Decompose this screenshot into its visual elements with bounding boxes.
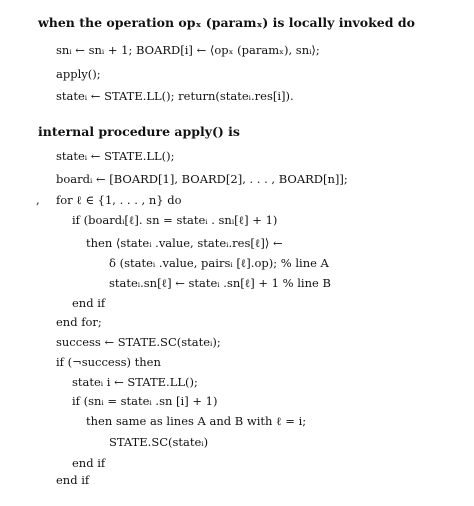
code-line: then same as lines A and B with ℓ = i; — [86, 414, 307, 428]
code-line: boardᵢ ← [BOARD[1], BOARD[2], . . . , BOARD[n]]; — [56, 172, 348, 186]
code-line: success ← STATE.SC(stateᵢ); — [56, 335, 221, 349]
code-line: if (¬success) then — [56, 355, 161, 369]
procedure-header: internal procedure apply() is — [38, 124, 240, 139]
code-line: stateᵢ ← STATE.LL(); return(stateᵢ.res[i]). — [56, 89, 294, 103]
code-line: if (boardᵢ[ℓ]. sn = stateᵢ . snᵢ[ℓ] + 1) — [72, 213, 278, 227]
code-line: then ⟨stateᵢ .value, stateᵢ.res[ℓ]⟩ ← — [86, 236, 283, 250]
operation-header: when the operation opₓ (paramₓ) is locally invoked do — [38, 15, 415, 30]
code-line: for ℓ ∈ {1, . . . , n} do — [56, 193, 182, 207]
code-line: end for; — [56, 315, 102, 329]
code-line: stateᵢ ← STATE.LL(); — [56, 149, 175, 163]
code-line: stateᵢ i ← STATE.LL(); — [72, 375, 198, 389]
code-line: end if — [72, 296, 106, 310]
code-line: STATE.SC(stateᵢ) — [109, 435, 209, 449]
code-line: end if — [72, 456, 106, 470]
code-line: if (snᵢ = stateᵢ .sn [i] + 1) — [72, 394, 218, 408]
code-line: δ (stateᵢ .value, pairsᵢ [ℓ].op); % line A — [109, 256, 329, 270]
stray-mark: , — [36, 193, 40, 207]
code-line: end if — [56, 473, 90, 487]
code-line: apply(); — [56, 67, 101, 81]
code-line: stateᵢ.sn[ℓ] ← stateᵢ .sn[ℓ] + 1 % line B — [109, 276, 331, 290]
code-line: snᵢ ← snᵢ + 1; BOARD[i] ← ⟨opₓ (paramₓ), snᵢ⟩; — [56, 43, 320, 57]
